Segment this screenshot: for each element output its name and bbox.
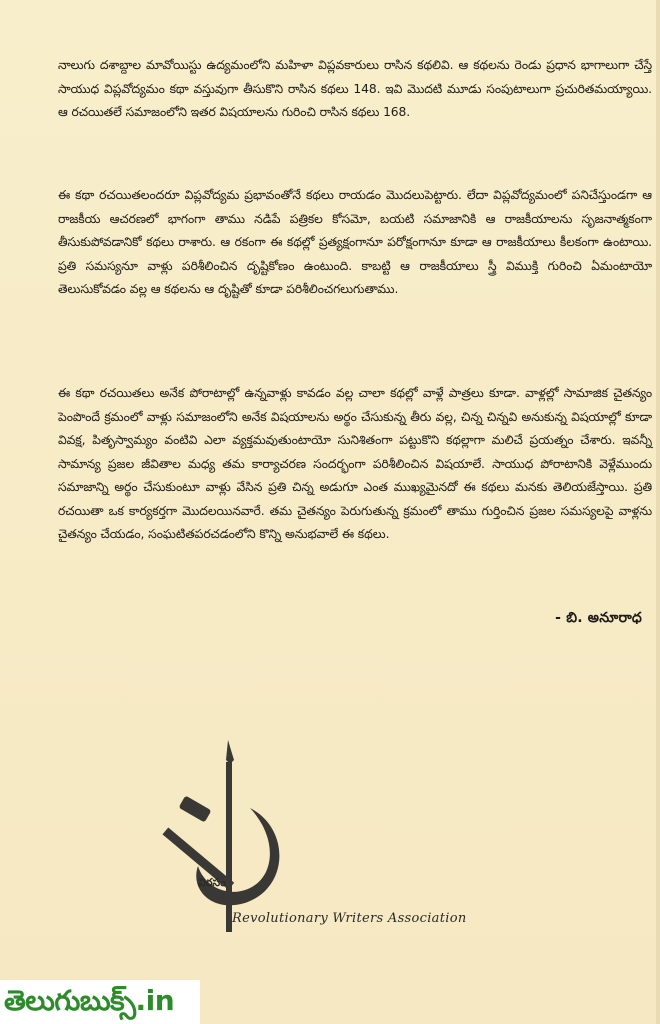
publisher-name: Revolutionary Writers Association [232, 911, 467, 926]
site-watermark[interactable] [0, 980, 200, 1024]
paragraph-1: నాలుగు దశాబ్దాల మావోయిస్టు ఉద్యమంలోని మహిళా విప్లవకారులు రాసిన కథలివి. ఆ కథలను రెండు ప్రధాన భాగాలుగా చేస్తే సాయుధ విప్లవోద్యమం కథా వస్తువుగా తీసుకొని రాసిన కథలు 148. ఇవి మొదటి మూడు సంపుటాలుగా ప్రచురితమయ్యాయి. ఆ రచయితలే సమాజంలోని ఇతర విషయాలను గురించి రాసిన కథలు 168. [58, 58, 652, 120]
watermark-text: తెలుగుబుక్స్.in [4, 984, 175, 1017]
author-signature: - బి. అనూరాధ [555, 610, 642, 626]
paragraph-3: ఈ కథా రచయితలు అనేక పోరాటాల్లో ఉన్నవాళ్లు కావడం వల్ల చాలా కథల్లో వాళ్లే పాత్రలు కూడా. వాళ్లల్లో సామాజిక చైతన్యం పెంపొందే క్రమంలో వాళ్లు సమాజంలోని అనేక విషయాలను అర్థం చేసుకున్న తీరు వల్ల, చిన్న చిన్నవి అనుకున్న విషయాల్లో కూడా వివక్ష, పితృస్వామ్యం వంటివి ఎలా వ్యక్తమవుతుంటాయో సునిశితంగా పట్టుకొని కథల్లాగా మలిచే ప్రయత్నం చేశారు. ఇవన్నీ సామాన్య ప్రజల జీవితాల మధ్య తమ కార్యాచరణ సందర్భంగా పరిశీలించిన విషయాలే. సాయుధ పోరాటానికి వెళ్లేముందు సమాజాన్ని అర్థం చేసుకుంటూ వాళ్లు వేసిన ప్రతి చిన్న అడుగూ ఎంత ముఖ్యమైనదో ఈ కథలు మనకు తెలియజేస్తాయి. ప్రతి రచయితా ఒక కార్యకర్తగా మొదలయినవారే. తమ చైతన్యం పెరుగుతున్న క్రమంలో తాము గుర్తించిన ప్రజల సమస్యలపై వాళ్లను చైతన్యం చేయడం, సంఘటితపరచడంలోని కొన్ని అనుభవాలే ఈ కథలు. [58, 386, 652, 542]
page-edge [656, 0, 660, 1024]
paragraph-2: ఈ కథా రచయితలందరూ విప్లవోద్యమ ప్రభావంతోనే కథలు రాయడం మొదలుపెట్టారు. లేదా విప్లవోద్యమంలో పనిచేస్తుండగా ఆ రాజకీయ ఆచరణలో భాగంగా తాము నడిపే పత్రికల కోసమో, బయటి సమాజానికి ఆ రాజకీయాలను సృజనాత్మకంగా తీసుకుపోవడానికో కథలు రాశారు. ఆ రకంగా ఈ కథల్లో ప్రత్యక్షంగానూ పరోక్షంగానూ కూడా ఆ రాజకీయాలు కీలకంగా ఉంటాయి. ప్రతి సమస్యనూ వాళ్లు పరిశీలించిన దృష్టికోణం ఉంటుంది. కాబట్టి ఆ రాజకీయాలు స్త్రీ విముక్తి గురించి ఏమంటాయో తెలుసుకోవడం వల్ల ఆ కథలను ఆ దృష్టితో కూడా పరిశీలించగలుగుతాము. [58, 188, 652, 297]
logo-text: విరసం [198, 876, 226, 889]
pen-hammer-sickle-logo [150, 738, 300, 938]
